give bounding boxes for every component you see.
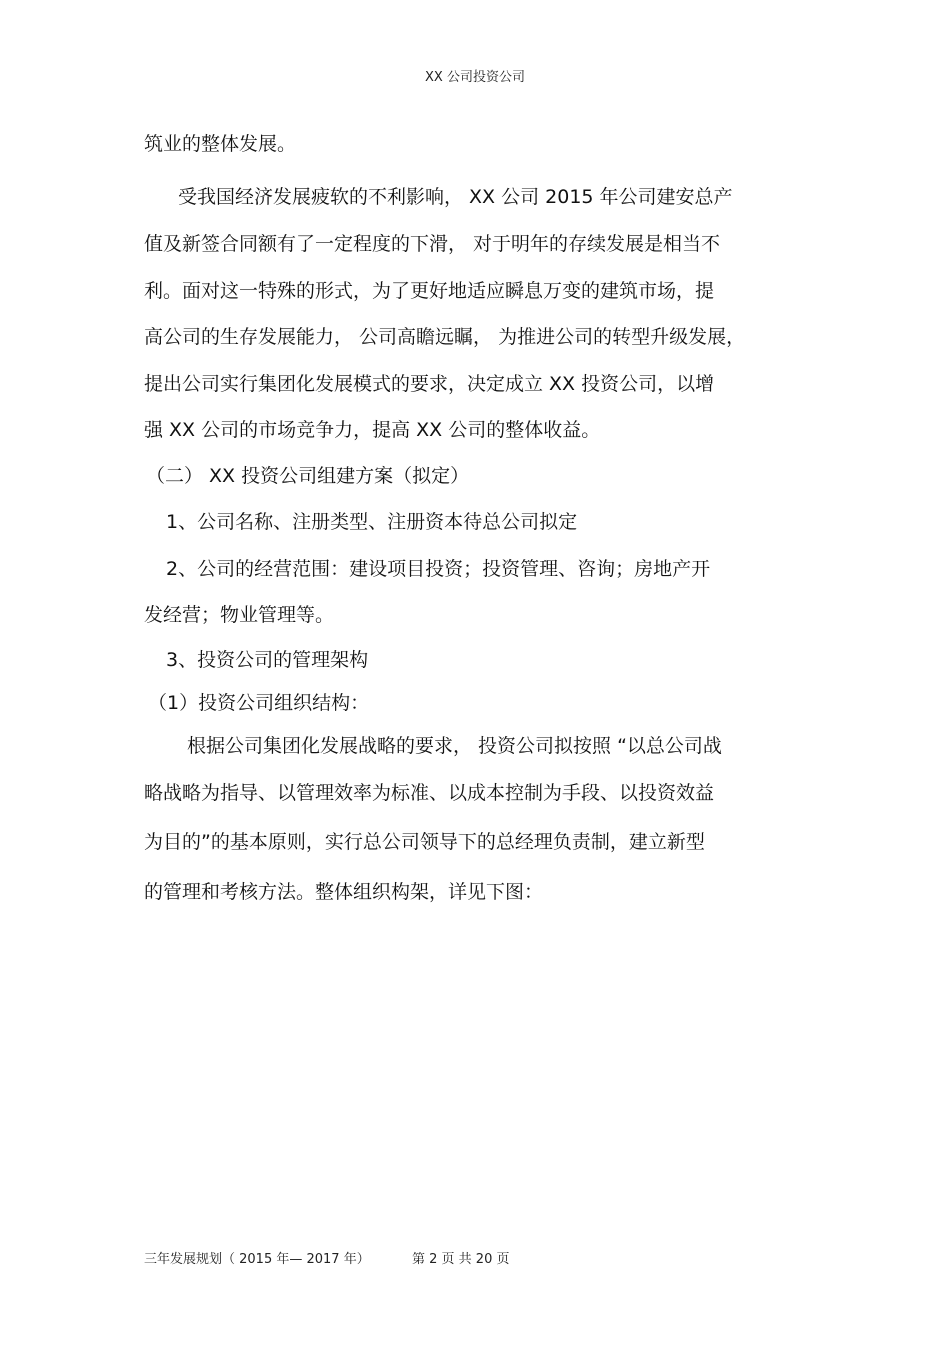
paragraph-line: 利。面对这一特殊的形式，为了更好地适应瞬息万变的建筑市场，提: [144, 280, 715, 302]
paragraph-line: 为目的”的基本原则，实行总公司领导下的总经理负责制，建立新型: [144, 831, 705, 853]
paragraph-line: 高公司的生存发展能力， 公司高瞻远瞩， 为推进公司的转型升级发展，: [144, 326, 746, 348]
subsection-heading: （1）投资公司组织结构：: [148, 692, 370, 714]
page-header: XX 公司投资公司: [425, 70, 525, 85]
paragraph-line: 提出公司实行集团化发展模式的要求，决定成立 XX 投资公司，以增: [144, 373, 715, 395]
list-item: 2、公司的经营范围：建设项目投资；投资管理、咨询；房地产开: [166, 558, 711, 580]
list-item-continuation: 发经营；物业管理等。: [144, 604, 335, 626]
section-heading: （二） XX 投资公司组建方案（拟定）: [146, 465, 470, 487]
list-item: 3、投资公司的管理架构: [166, 649, 369, 671]
paragraph-line: 受我国经济发展疲软的不利影响， XX 公司 2015 年公司建安总产: [178, 186, 733, 208]
paragraph-line: 根据公司集团化发展战略的要求， 投资公司拟按照 “以总公司战: [187, 735, 722, 757]
paragraph-line: 的管理和考核方法。整体组织构架，详见下图：: [144, 881, 544, 903]
paragraph-line: 强 XX 公司的市场竞争力，提高 XX 公司的整体收益。: [144, 419, 601, 441]
footer-page-number: 第 2 页 共 20 页: [412, 1252, 510, 1267]
paragraph-line: 值及新签合同额有了一定程度的下滑， 对于明年的存续发展是相当不: [144, 233, 721, 255]
paragraph-line: 筑业的整体发展。: [144, 133, 297, 155]
footer-plan-title: 三年发展规划（ 2015 年— 2017 年）: [144, 1252, 370, 1267]
paragraph-line: 略战略为指导、以管理效率为标准、以成本控制为手段、以投资效益: [144, 782, 715, 804]
list-item: 1、公司名称、注册类型、注册资本待总公司拟定: [166, 511, 578, 533]
